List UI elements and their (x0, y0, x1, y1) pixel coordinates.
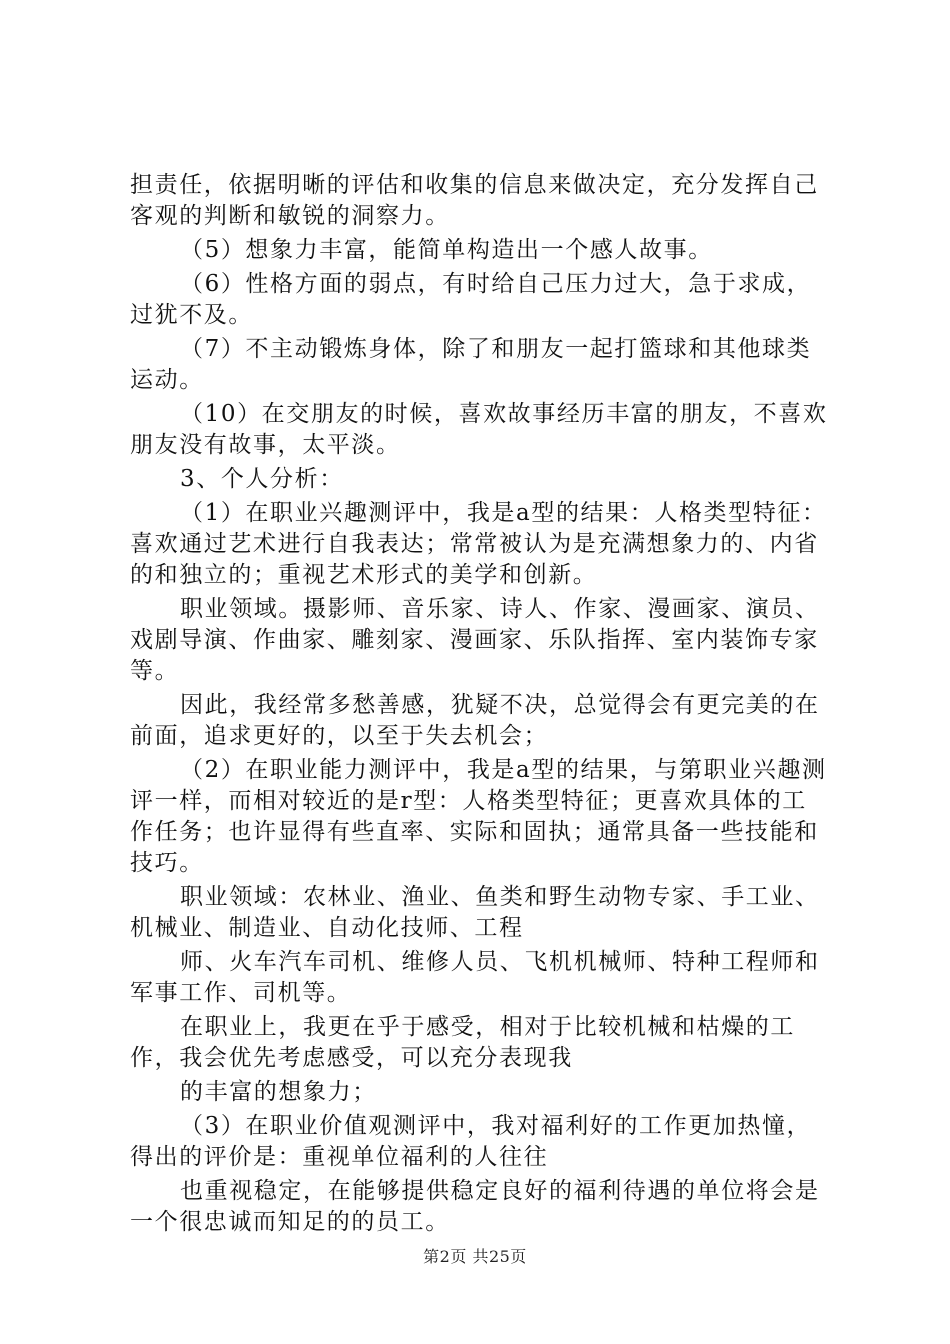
page-number-footer: 第2页 共25页 (423, 1247, 527, 1266)
paragraph: 也重视稳定，在能够提供稳定良好的福利待遇的单位将会是一个很忠诚而知足的的员工。 (130, 1178, 820, 1235)
paragraph: （3）在职业价值观测评中，我对福利好的工作更加热憧，得出的评价是：重视单位福利的人往往 (130, 1113, 812, 1170)
paragraph: 担责任，依据明晰的评估和收集的信息来做决定，充分发挥自己客观的判断和敏锐的洞察力。 (130, 172, 819, 229)
paragraph: （2）在职业能力测评中，我是a型的结果，与第职业兴趣测评一样，而相对较近的是r型：人格类型特征；更喜欢具体的工作任务；也许显得有些直率、实际和固执；通常具备一些技能和技巧。 (130, 757, 827, 876)
paragraph: 职业领域：农林业、渔业、鱼类和野生动物专家、手工业、机械业、制造业、自动化技师、工程 (130, 884, 820, 941)
paragraph: （6）性格方面的弱点，有时给自己压力过大，急于求成，过犹不及。 (130, 271, 812, 328)
body-text (130, 170, 830, 1241)
paragraph: 的丰富的想象力； (180, 1079, 377, 1105)
paragraph: （10）在交朋友的时候，喜欢故事经历丰富的朋友，不喜欢朋友没有故事，太平淡。 (130, 401, 828, 458)
section-heading: 3、个人分析： (180, 466, 344, 492)
paragraph: （1）在职业兴趣测评中，我是a型的结果：人格类型特征：喜欢通过艺术进行自我表达；常常被认为是充满想象力的、内省的和独立的；重视艺术形式的美学和创新。 (130, 500, 827, 588)
paragraph: 因此，我经常多愁善感，犹疑不决，总觉得会有更完美的在前面，追求更好的，以至于失去机会； (130, 692, 820, 749)
paragraph: 职业领域。摄影师、音乐家、诗人、作家、漫画家、演员、戏剧导演、作曲家、雕刻家、漫画家、乐队指挥、室内装饰专家等。 (130, 596, 820, 684)
paragraph: 在职业上，我更在乎于感受，相对于比较机械和枯燥的工作，我会优先考虑感受，可以充分表现我 (130, 1014, 795, 1071)
paragraph: （5）想象力丰富，能简单构造出一个感人故事。 (180, 237, 713, 263)
paragraph: 师、火车汽车司机、维修人员、飞机机械师、特种工程师和军事工作、司机等。 (130, 949, 820, 1006)
paragraph: （7）不主动锻炼身体，除了和朋友一起打篮球和其他球类运动。 (130, 336, 812, 393)
